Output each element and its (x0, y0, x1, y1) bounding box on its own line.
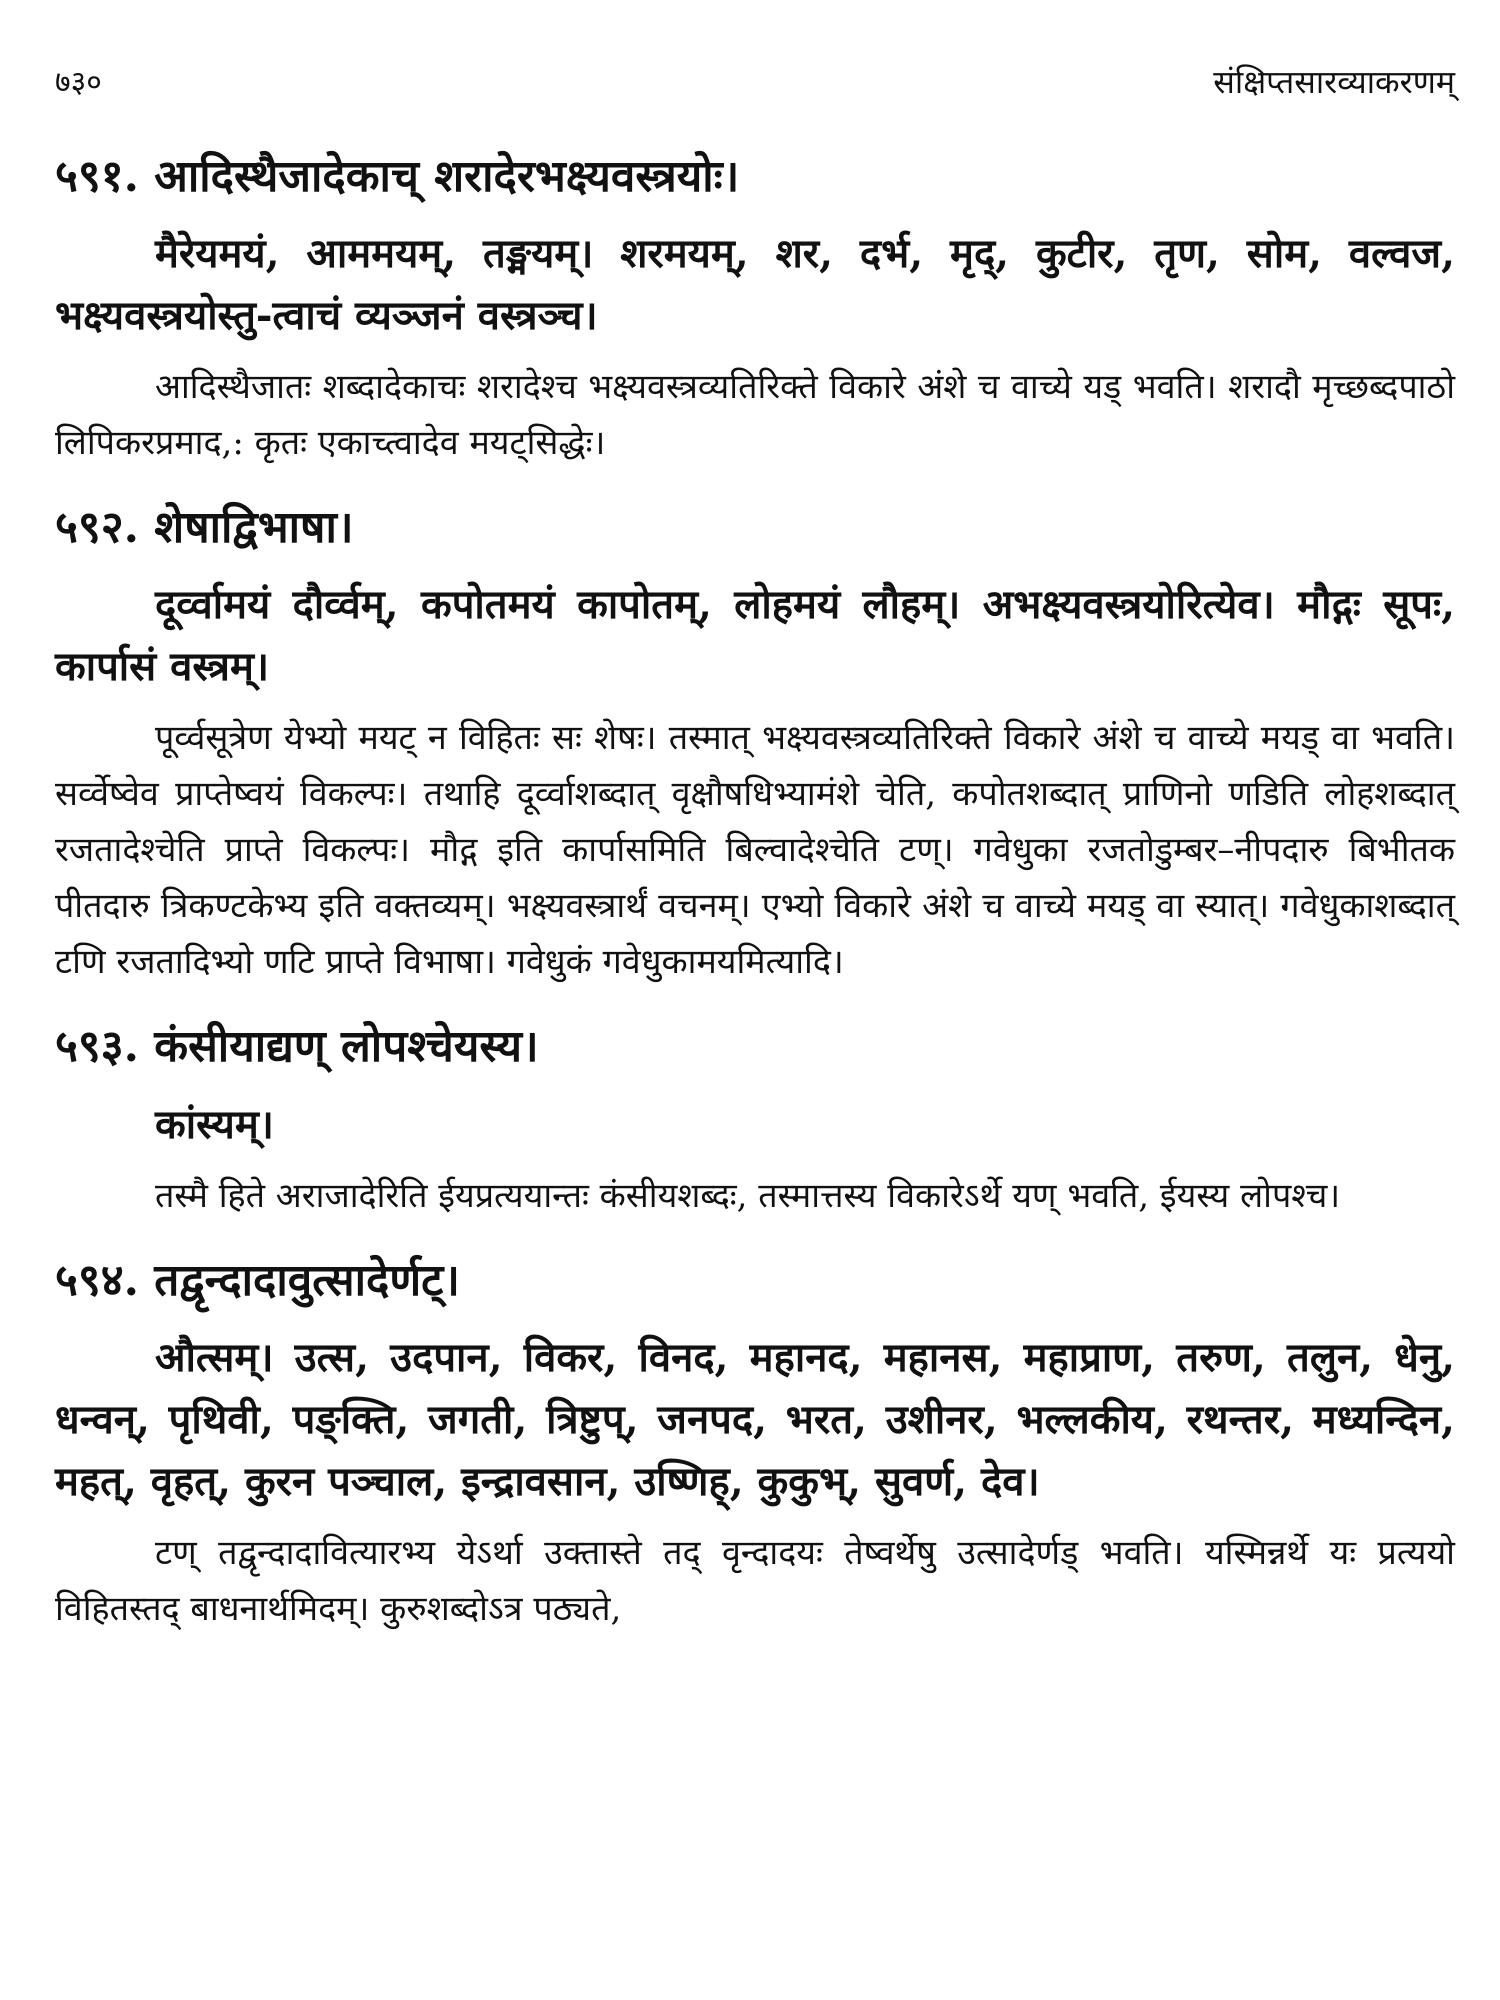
sutra-examples: दूर्व्वामयं दौर्व्वम्, कपोतमयं कापोतम्, लोहमयं लौहम्। अभक्ष्यवस्त्रयोरित्येव। मौद्गः सूपः, कार्पासं वस्त्रम्। (55, 581, 1455, 691)
sutra-heading: ५९१. आदिस्थैजादेकाच् शरादेरभक्ष्यवस्त्रयोः। (55, 151, 740, 202)
sutra-593 (55, 1018, 1455, 1223)
sutra-commentary: तस्मै हिते अराजादेरिति ईयप्रत्ययान्तः कंसीयशब्दः, तस्मात्तस्य विकारेऽर्थे यण् भवति, ईयस्य लोपश्च। (155, 1175, 1341, 1216)
sutra-heading: ५९२. शेषाद्विभाषा। (55, 502, 354, 554)
sutra-examples: औत्सम्। उत्स, उदपान, विकर, विनद, महानद, महानस, महाप्राण, तरुण, तलुन, धेनु, धन्वन्, पृथिवी, पङ्क्ति, जगती, त्रिष्टुप्, जनपद, भरत, उशीनर, भल्लकीय, रथन्तर, मध्यन्दिन, महत्, वृहत्, कुरन पञ्चाल, इन्द्रावसान, उष्णिह्, कुकुभ्, सुवर्ण, देव। (55, 1333, 1455, 1505)
book-page (55, 60, 1455, 1637)
sutra-examples: मैरेयमयं, आममयम्, तङ्मयम्। शरमयम्, शर, दर्भ, मृद्, कुटीर, तृण, सोम, वल्वज, भक्ष्यवस्त्रयोस्तु-त्वाचं व्यञ्जनं वस्त्रञ्च। (55, 230, 1455, 340)
sutra-heading: ५९४. तद्वृन्दादावुत्सादेर्णट्। (55, 1254, 460, 1306)
page-header (55, 60, 1455, 120)
sutra-591 (55, 148, 1455, 471)
sutra-commentary: आदिस्थैजातः शब्दादेकाचः शरादेश्च भक्ष्यवस्त्रव्यतिरिक्ते विकारे अंशे च वाच्ये यड् भवति। शरादौ मृच्छब्दपाठो लिपिकरप्रमाद,: कृतः एकाच्त्वादेव मयट्सिद्धेः। (55, 367, 1455, 464)
sutra-commentary: टण् तद्वृन्दादावित्यारभ्य येऽर्था उक्तास्ते तद् वृन्दादयः तेष्वर्थेषु उत्सादेर्णड् भवति। यस्मिन्नर्थे यः प्रत्ययो विहितस्तद् बाधनार्थमिदम्। कुरुशब्दोऽत्र पठ्यते, (55, 1532, 1455, 1629)
sutra-heading: ५९३. कंसीयाद्यण् लोपश्चेयस्य। (55, 1021, 539, 1073)
page-number: ७३० (55, 65, 102, 100)
sutra-594 (55, 1252, 1455, 1637)
sutra-commentary: पूर्व्वसूत्रेण येभ्यो मयट् न विहितः सः शेषः। तस्मात् भक्ष्यवस्त्रव्यतिरिक्ते विकारे अंशे च वाच्ये मयड् वा भवति। सर्व्वेष्वेव प्राप्तेष्वयं विकल्पः। तथाहि दूर्व्वाशब्दात् वृक्षौषधिभ्यामंशे चेति, कपोतशब्दात् प्राणिनो णडिति लोहशब्दात् रजतादेश्चेति प्राप्ते विकल्पः। मौद्ग इति कार्पासमिति बिल्वादेश्चेति टण्। गवेधुका रजतोडुम्बर–नीपदारु बिभीतक पीतदारु त्रिकण्टकेभ्य इति वक्तव्यम्। भक्ष्यवस्त्रार्थं वचनम्। एभ्यो विकारे अंशे च वाच्ये मयड् वा स्यात्। गवेधुकाशब्दात् टणि रजतादिभ्यो णटि प्राप्ते विभाषा। गवेधुकं गवेधुकामयमित्यादि। (55, 718, 1455, 983)
sutra-592 (55, 499, 1455, 990)
running-title: संक्षिप्तसारव्याकरणम् (1213, 63, 1455, 101)
sutra-examples: कांस्यम्। (155, 1100, 274, 1148)
